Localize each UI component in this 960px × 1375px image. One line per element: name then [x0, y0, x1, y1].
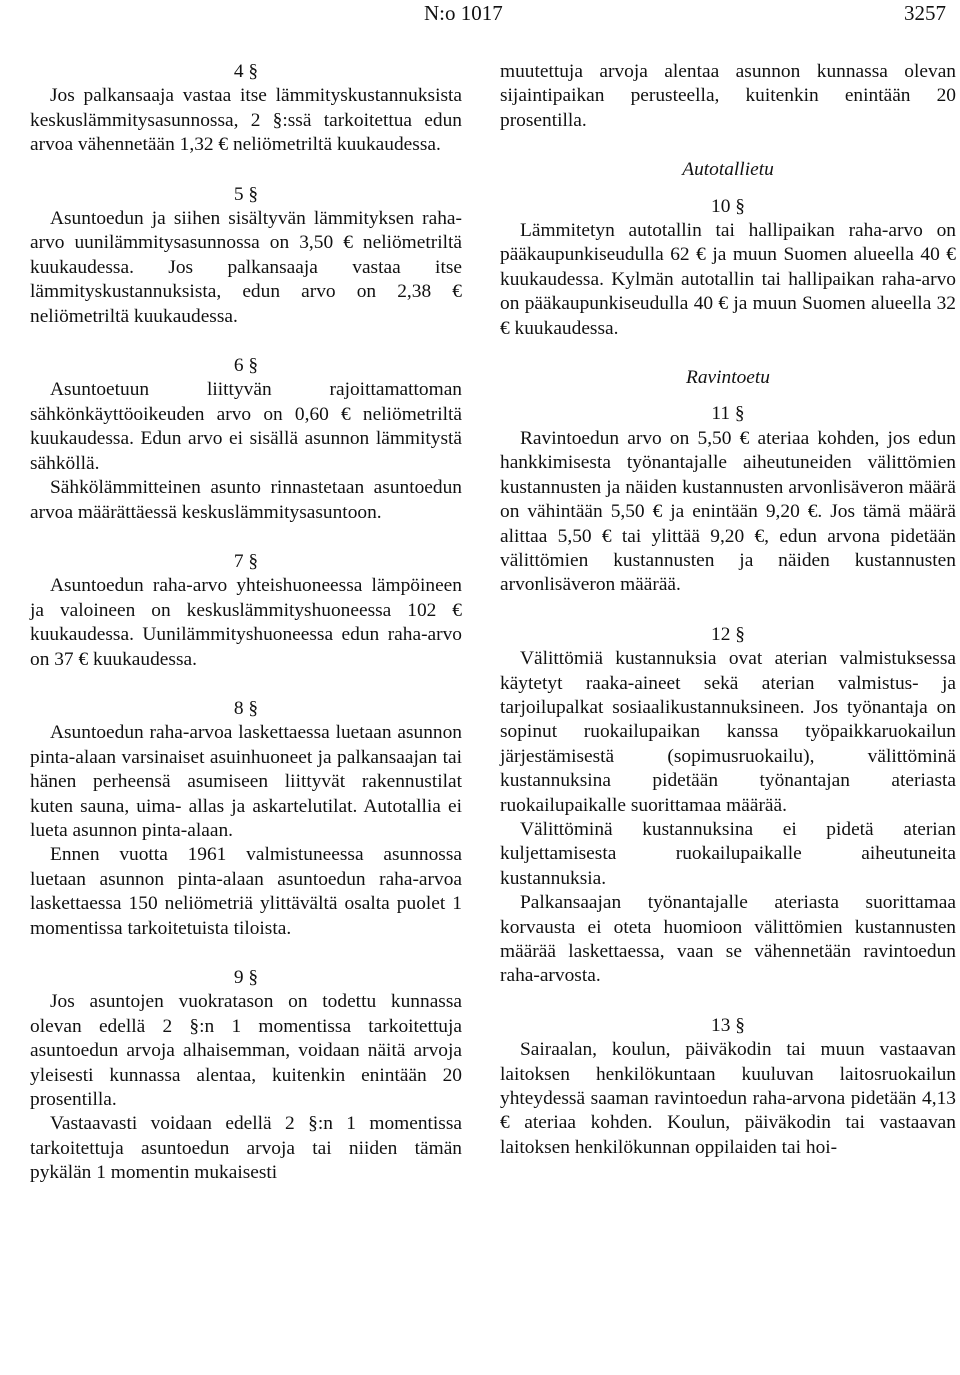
section-number: 4 § [233, 61, 259, 82]
section-spacer [30, 158, 462, 183]
section-spacer [500, 598, 956, 623]
chapter-subtitle: Ravintoetu [685, 367, 770, 389]
paragraph: Vastaavasti voidaan edellä 2 §:n 1 momentissa tarkoitettuja asuntoedun arvoja tai niiden tämän pykälän 1 momentin mukaisesti [30, 1113, 462, 1184]
page-header [0, 0, 960, 28]
section-number: 7 § [233, 550, 259, 572]
section-spacer [500, 989, 956, 1014]
section-number: 10 § [711, 195, 745, 217]
section-spacer [30, 941, 462, 966]
section-spacer [30, 329, 462, 354]
paragraph: Välittömiä kustannuksia ovat aterian valmistuksessa käytetyt raaka-aineet sekä aterian valmistus- ja tarjoilupalkat sosiaalikustannuksineen. Jos työnantaja on sopinut ruokailupaikan kanssa työpaikkaruokailun järjestämisestä (sopimusruokailu), välittöminä kustannuksina pidetään työnantajan ateriasta ruokailupaikalle suorittamaa määrää. [500, 648, 956, 816]
paragraph: Palkansaajan työnantajalle ateriasta suorittamaa korvausta ei oteta huomioon välittömien kustannusten määrää laskettaessa, vaan se vähennetään ravintoedun raha-arvosta. [500, 892, 956, 987]
chapter-subtitle: Autotallietu [682, 159, 774, 181]
section-spacer [30, 672, 462, 697]
issue-number: N:o 1017 [424, 1, 503, 25]
paragraph: Jos asuntojen vuokratason on todettu kunnassa olevan edellä 2 §:n 1 momentissa tarkoitettuja asuntoedun arvoja alhaisemman, voidaan näitä arvoja yleisesti kunnassa alentaa, kuitenkin enintään 20 prosentilla. [30, 991, 462, 1111]
page-number: 3257 [904, 1, 946, 25]
paragraph: Sairaalan, koulun, päiväkodin tai muun vastaavan laitoksen henkilökuntaan kuuluvan laitosruokailun yhteydessä saaman ravintoedun raha-arvona pidetään 4,13 € ateriaa kohden. Koulun, päiväkodin tai vastaavan laitoksen henkilökunnan oppilaiden tai hoi- [500, 1039, 956, 1158]
section-spacer [30, 525, 462, 550]
paragraph: Ravintoedun arvo on 5,50 € ateriaa kohden, jos edun hankkimisesta työnantajalle aiheutuneiden välittömien kustannusten ja näiden kustannusten arvonlisäveron määrä on vähintään 5,50 € ja enintään 9,20 €. Jos tämä määrä alittaa 5,50 € tai ylittää 9,20 €, edun arvona pidetään välittömien kustannusten ja näiden kustannusten arvonlisäveron määrää. [500, 427, 956, 596]
section-spacer [500, 133, 956, 158]
section-number: 6 § [233, 355, 259, 377]
left-column [30, 60, 462, 1186]
section-number: 11 § [711, 403, 745, 425]
section-number: 13 § [711, 1014, 745, 1036]
section-spacer [500, 390, 956, 402]
section-number: 12 § [711, 623, 745, 645]
paragraph-continued: muutettuja arvoja alentaa asunnon kunnassa olevan sijaintipaikan perusteella, kuitenkin enintään 20 prosentilla. [500, 61, 956, 131]
section-number: 9 § [233, 967, 259, 988]
paragraph: Asuntoedun raha-arvo yhteishuoneessa lämpöineen ja valoineen on keskuslämmityshuoneessa 102 € kuukaudessa. Uunilämmityshuoneessa edun raha-arvo on 37 € kuukaudessa. [30, 575, 462, 670]
paragraph: Asuntoedun ja siihen sisältyvän lämmityksen raha-arvo uunilämmitysasunnossa on 3,50 € neliömetriltä kuukaudessa. Jos palkansaaja vastaa itse lämmityskustannuksista, edun arvo on 2,38 € neliömetriltä kuukaudessa. [30, 208, 462, 327]
section-spacer [500, 183, 956, 195]
section-number: 5 § [233, 183, 259, 205]
paragraph: Asuntoedun raha-arvoa laskettaessa luetaan asunnon pinta-alaan varsinaiset asuinhuoneet ja palkansaajan tai hänen perheensä asumiseen liittyvät rakennustilat kuten sauna, uima- allas ja askartelutilat. Autotallia ei lueta asunnon pinta-alaan. [30, 722, 462, 841]
right-column [500, 60, 956, 1160]
paragraph: Sähkölämmitteinen asunto rinnastetaan asuntoedun arvoa määrättäessä keskuslämmitysasuntoon. [30, 477, 462, 523]
section-spacer [500, 341, 956, 366]
section-number: 8 § [233, 697, 259, 719]
paragraph: Ennen vuotta 1961 valmistuneessa asunnossa luetaan asunnon pinta-alaan asuntoedun raha-arvoa laskettaessa 150 neliömetriä ylittävältä osalta puolet 1 momentissa tarkoitetuista tiloista. [30, 844, 462, 939]
paragraph: Välittöminä kustannuksina ei pidetä aterian kuljettamisesta ruokailupaikalle aiheutuneita kustannuksia. [500, 818, 956, 889]
paragraph: Lämmitetyn autotallin tai hallipaikan raha-arvo on pääkaupunkiseudulla 62 € ja muun Suomen alueella 40 € kuukaudessa. Kylmän autotallin tai hallipaikan raha-arvo on pääkaupunkiseudulla 40 € ja muun Suomen alueella 32 € kuukaudessa. [500, 220, 956, 339]
paragraph: Asuntoetuun liittyvän rajoittamattoman sähkönkäyttöoikeuden arvo on 0,60 € neliömetriltä kuukaudessa. Edun arvo ei sisällä asunnon lämmitystä sähköllä. [30, 379, 462, 474]
paragraph: Jos palkansaaja vastaa itse lämmityskustannuksista keskuslämmitysasunnossa, 2 §:ssä tarkoitettua edun arvoa vähennetään 1,32 € neliömetriltä kuukaudessa. [30, 85, 462, 156]
